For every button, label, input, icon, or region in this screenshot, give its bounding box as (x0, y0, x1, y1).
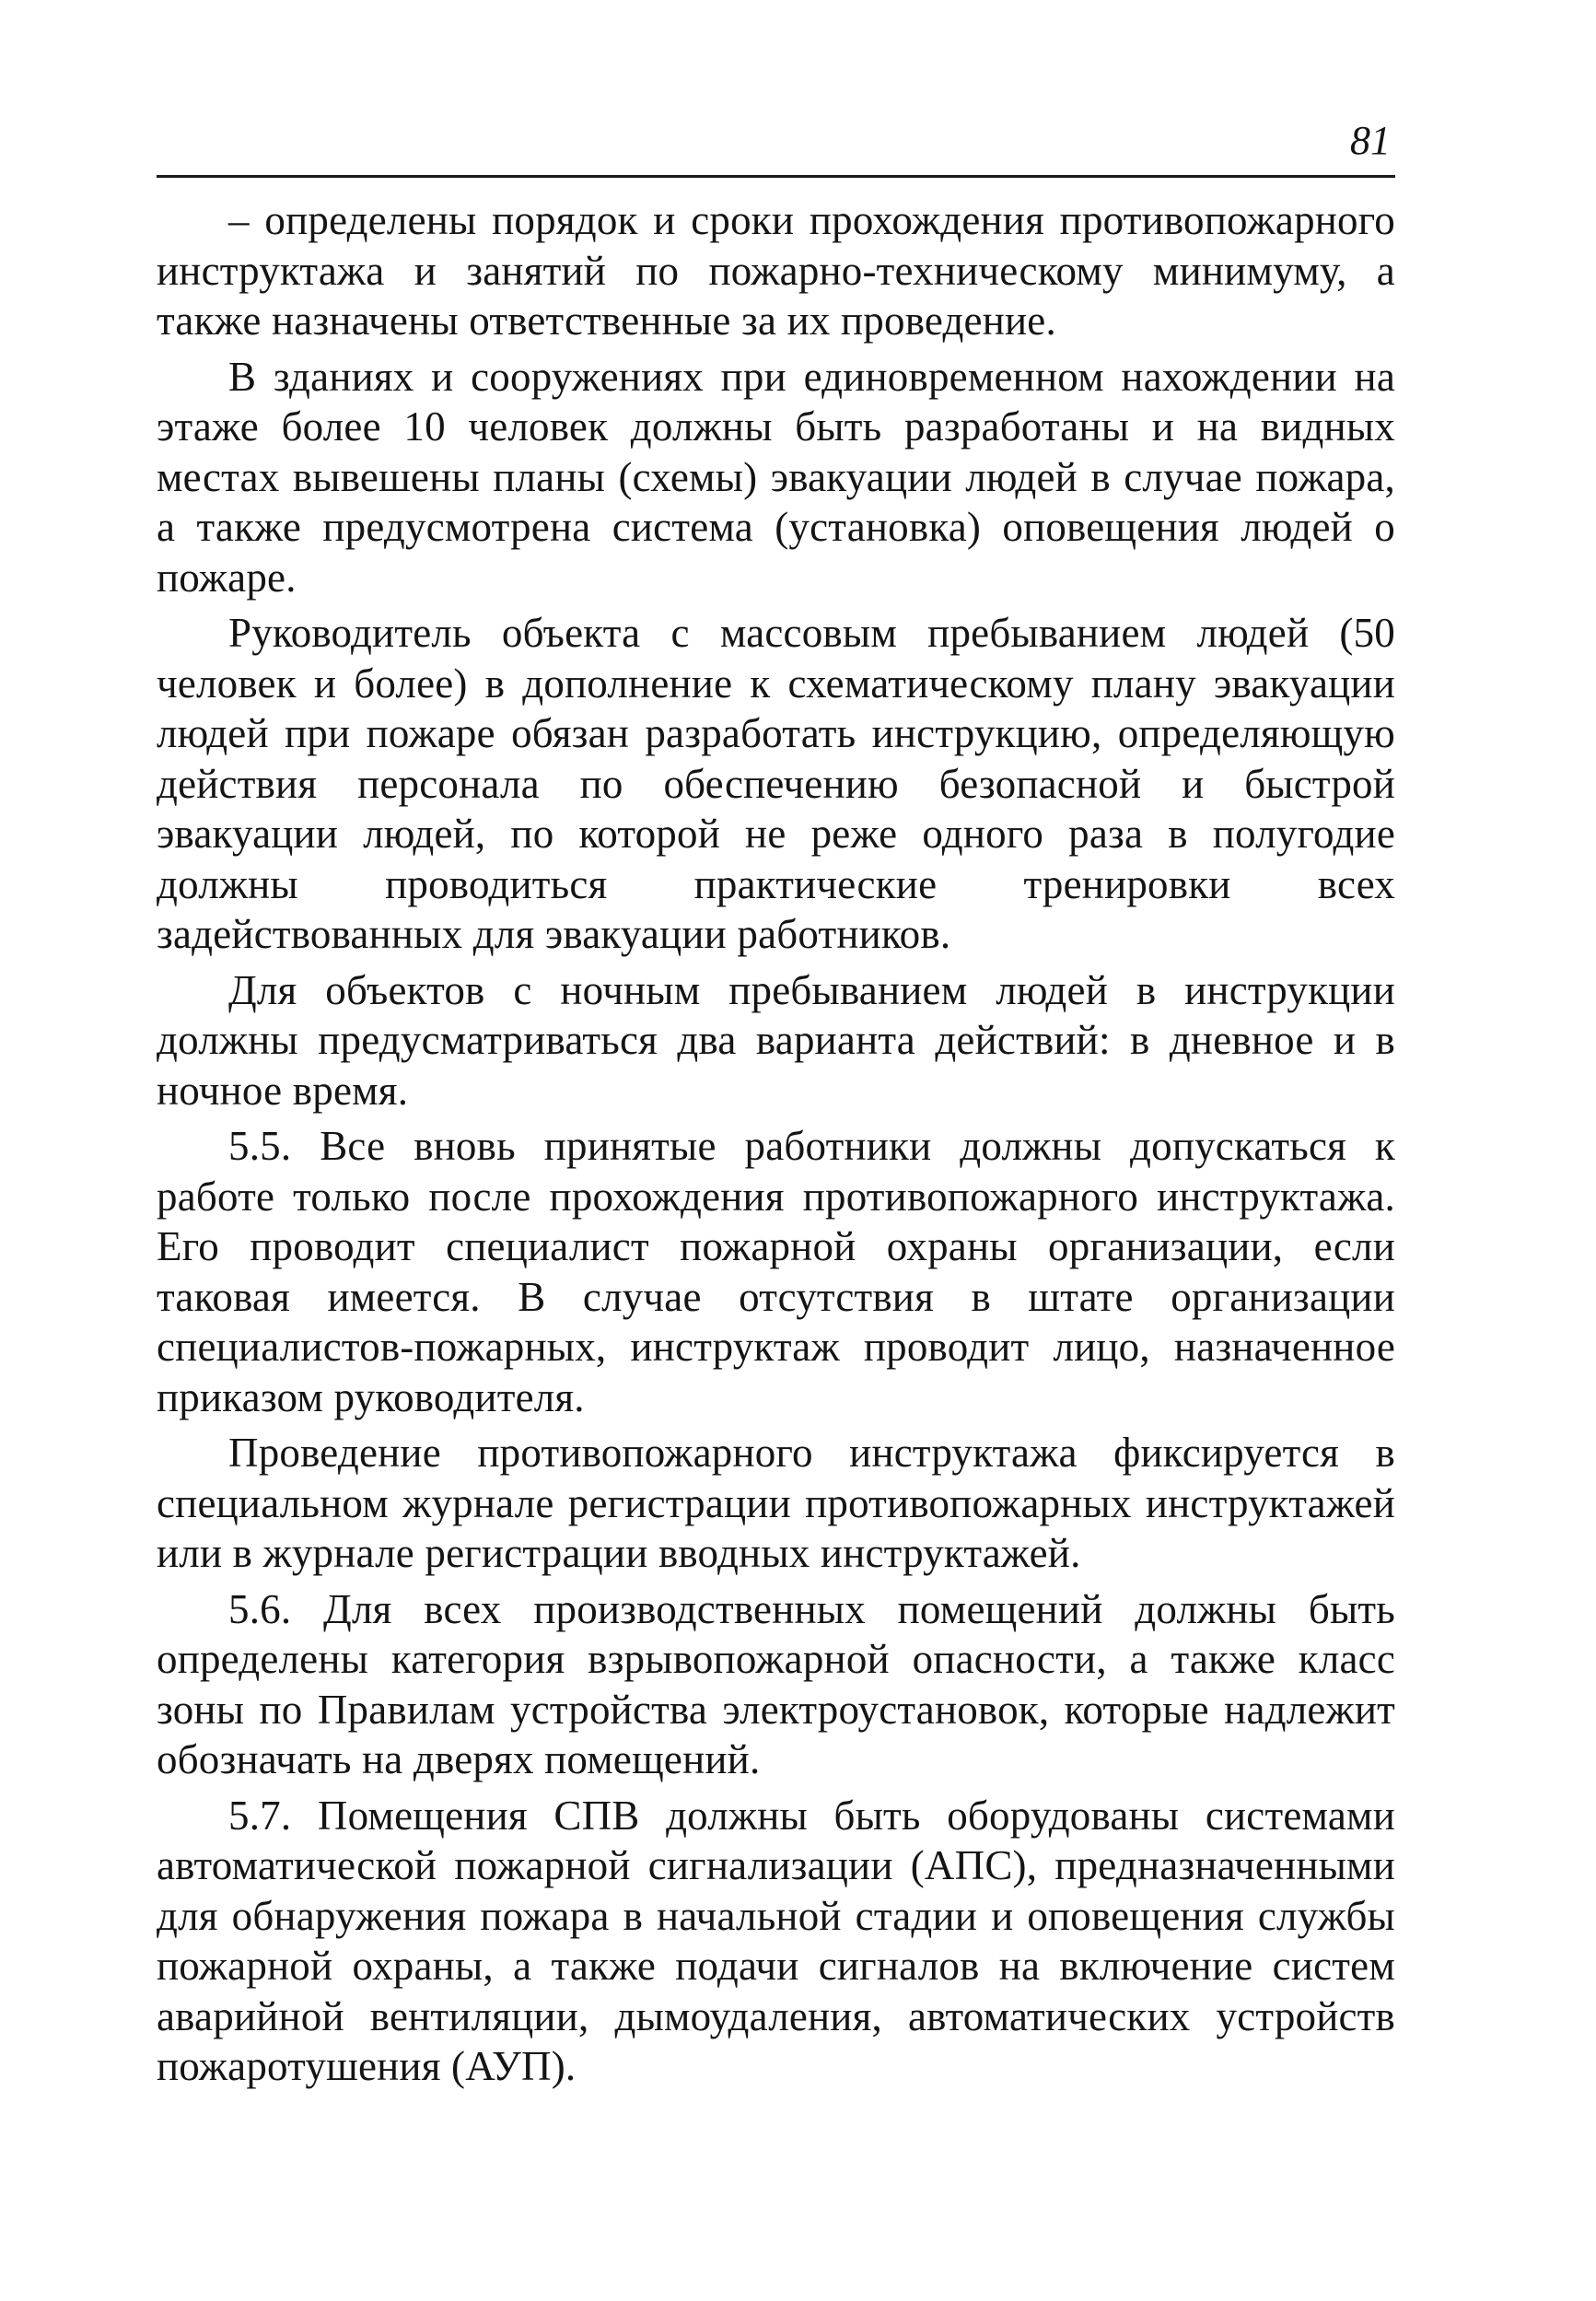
paragraph-section-5-7: 5.7. Помещения СПВ должны быть оборудованы системами автоматической пожарной сигнализации (АПС), предназначенными для обнаружения пожара в начальной стадии и оповещения службы пожарной охраны, а также подачи сигналов на включение систем аварийной вентиляции, дымоудаления, автоматических устройств пожаротушения (АУП). (157, 1792, 1395, 2089)
paragraph-section-5-5: 5.5. Все вновь принятые работники должны допускаться к работе только после прохождения противопожарного инструктажа. Его проводит специалист пожарной охраны организации, если таковая имеется. В случае отсутствия в штате организации специалистов-пожарных, инструктаж проводит лицо, назначенное приказом руководителя. (157, 1123, 1395, 1420)
paragraph-section-5-6: 5.6. Для всех производственных помещений должны быть определены категория взрывопожарной опасности, а также класс зоны по Правилам устройства электроустановок, которые надлежит обозначать на дверях помещений. (157, 1585, 1395, 1782)
paragraph-evacuation-plans: В зданиях и сооружениях при единовременном нахождении на этаже более 10 человек должны быть разработаны и на видных местах вывешены планы (схемы) эвакуации людей в случае пожара, а также предусмотрена система (установка) оповещения людей о пожаре. (157, 353, 1395, 601)
paragraph-briefing-log: Проведение противопожарного инструктажа фиксируется в специальном журнале регистрации противопожарных инструктажей или в журнале регистрации вводных инструктажей. (157, 1430, 1395, 1576)
paragraph-night-presence: Для объектов с ночным пребыванием людей в инструкции должны предусматриваться два варианта действий: в дневное и в ночное время. (157, 966, 1395, 1114)
page-number: 81 (1350, 118, 1391, 163)
header-rule (157, 175, 1395, 178)
paragraph-mass-presence-instruction: Руководитель объекта с массовым пребыванием людей (50 человек и более) в дополнение к схематическому плану эвакуации людей при пожаре обязан разработать инструкцию, определяющую действия персонала по обеспечению безопасной и быстрой эвакуации людей, по которой не реже одного раза в полугодие должны проводиться практические тренировки всех задействованных для эвакуации работников. (157, 610, 1395, 957)
body-text (157, 195, 1395, 2097)
paragraph-duties-list-item: – определены порядок и сроки прохождения противопожарного инструктажа и занятий по пожарно-техническому минимуму, а также назначены ответственные за их проведение. (157, 197, 1395, 344)
